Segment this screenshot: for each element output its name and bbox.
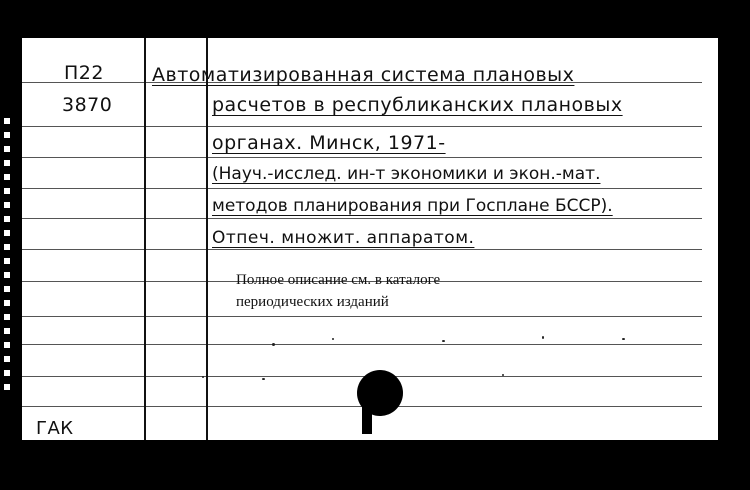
- scan-speck: [502, 374, 504, 376]
- margin-line-right: [206, 38, 208, 440]
- title-line-1: Автоматизированная система плановых: [152, 64, 575, 86]
- ruled-line: [22, 218, 702, 219]
- title-line-5: методов планирования при Госплане БССР).: [212, 196, 613, 216]
- scan-speck: [622, 338, 625, 340]
- footer-label: ГАК: [36, 418, 74, 439]
- stamp-line-2: периодических изданий: [236, 294, 389, 310]
- scan-speck: [442, 340, 445, 342]
- title-line-3: органах. Минск, 1971-: [212, 132, 446, 154]
- title-line-2: расчетов в республиканских плановых: [212, 94, 623, 116]
- ruled-line: [22, 344, 702, 345]
- scan-speck: [542, 336, 544, 339]
- perforation-strip: [0, 110, 14, 440]
- call-number: П22: [64, 62, 104, 84]
- catalog-card: [22, 38, 718, 440]
- ruled-line: [22, 126, 702, 127]
- scan-speck: [272, 343, 275, 346]
- scan-speck: [202, 376, 204, 378]
- title-line-4: (Науч.-исслед. ин-т экономики и экон.-мат.: [212, 164, 601, 184]
- stamp-line-1: Полное описание см. в каталоге: [236, 272, 441, 288]
- punch-hole-stem: [362, 406, 372, 434]
- ruled-line: [22, 157, 702, 158]
- title-line-6: Отпеч. множит. аппаратом.: [212, 228, 475, 248]
- scan-speck: [332, 338, 334, 340]
- ruled-line: [22, 316, 702, 317]
- ruled-line: [22, 249, 702, 250]
- scan-speck: [262, 378, 265, 380]
- margin-line-left: [144, 38, 146, 440]
- inventory-number: 3870: [62, 94, 113, 116]
- ruled-line: [22, 188, 702, 189]
